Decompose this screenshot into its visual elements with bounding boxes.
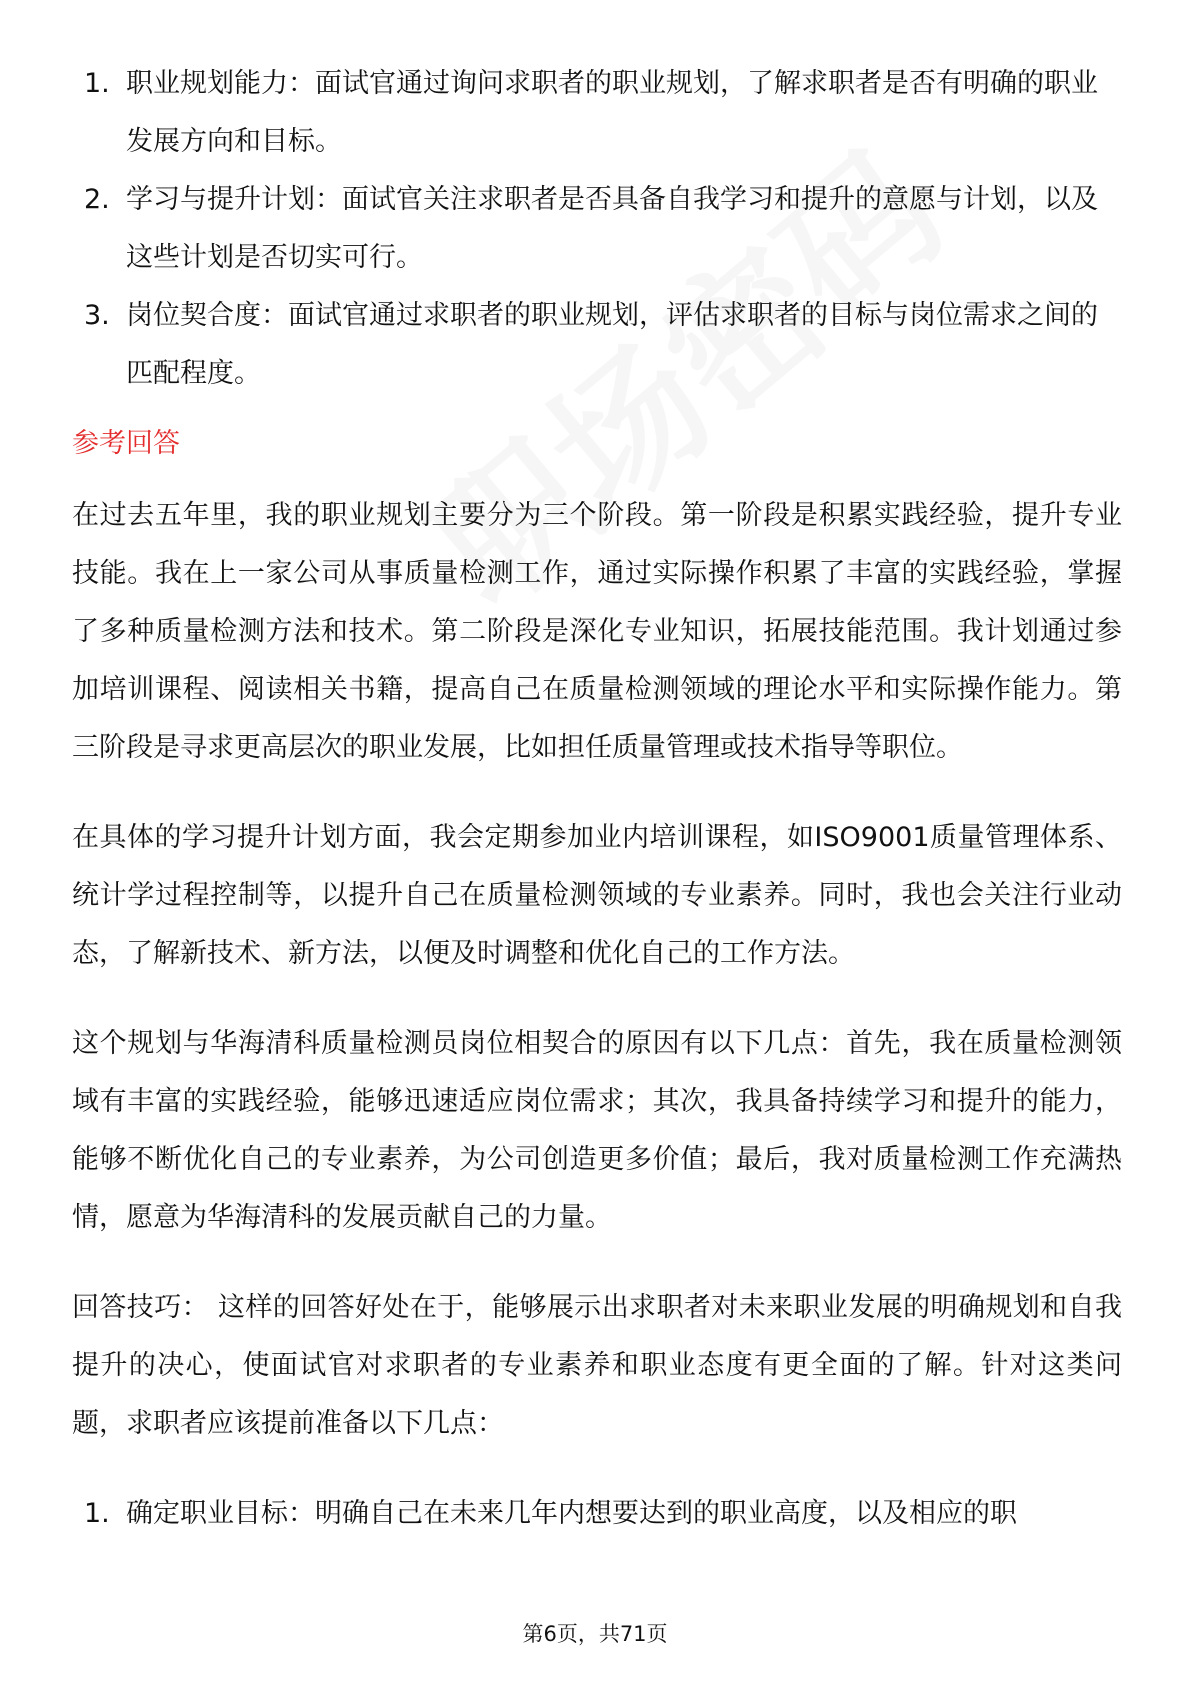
paragraph: 在具体的学习提升计划方面，我会定期参加业内培训课程，如ISO9001质量管理体系、统计学过程控制等，以提升自己在质量检测领域的专业素养。同时，我也会关注行业动态，了解新技术、新方法，以便及时调整和优化自己的工作方法。	[72, 822, 1122, 969]
list-number: 3.	[84, 300, 110, 331]
paragraph: 在过去五年里，我的职业规划主要分为三个阶段。第一阶段是积累实践经验，提升专业技能。我在上一家公司从事质量检测工作，通过实际操作积累了丰富的实践经验，掌握了多种质量检测方法和技术。第二阶段是深化专业知识，拓展技能范围。我计划通过参加培训课程、阅读相关书籍，提高自己在质量检测领域的理论水平和实际操作能力。第三阶段是寻求更高层次的职业发展，比如担任质量管理或技术指导等职位。	[72, 500, 1122, 763]
paragraph: 这个规划与华海清科质量检测员岗位相契合的原因有以下几点：首先，我在质量检测领域有丰富的实践经验，能够迅速适应岗位需求；其次，我具备持续学习和提升的能力，能够不断优化自己的专业素养，为公司创造更多价值；最后，我对质量检测工作充满热情，愿意为华海清科的发展贡献自己的力量。	[72, 1028, 1122, 1233]
tips-list	[72, 1485, 1122, 1543]
list-item	[72, 287, 1122, 403]
list-text: 职业规划能力：面试官通过询问求职者的职业规划，了解求职者是否有明确的职业发展方向和目标。	[126, 68, 1098, 157]
list-number: 1.	[84, 68, 110, 99]
list-item	[72, 55, 1122, 171]
paragraph: 回答技巧： 这样的回答好处在于，能够展示出求职者对未来职业发展的明确规划和自我提升的决心，使面试官对求职者的专业素养和职业态度有更全面的了解。针对这类问题，求职者应该提前准备以下几点：	[72, 1292, 1122, 1439]
list-number: 2.	[84, 184, 110, 215]
section-title: 参考回答	[72, 428, 180, 459]
list-item	[72, 1485, 1122, 1543]
list-item	[72, 171, 1122, 287]
page-number: 第6页，共71页	[522, 1622, 668, 1646]
list-number: 1.	[84, 1498, 110, 1529]
document-body	[72, 55, 1122, 1543]
list-text: 确定职业目标：明确自己在未来几年内想要达到的职业高度，以及相应的职	[126, 1498, 1017, 1529]
list-text: 学习与提升计划：面试官关注求职者是否具备自我学习和提升的意愿与计划，以及这些计划是否切实可行。	[126, 184, 1098, 273]
list-text: 岗位契合度：面试官通过求职者的职业规划，评估求职者的目标与岗位需求之间的匹配程度。	[126, 300, 1098, 389]
criteria-list	[72, 55, 1122, 403]
